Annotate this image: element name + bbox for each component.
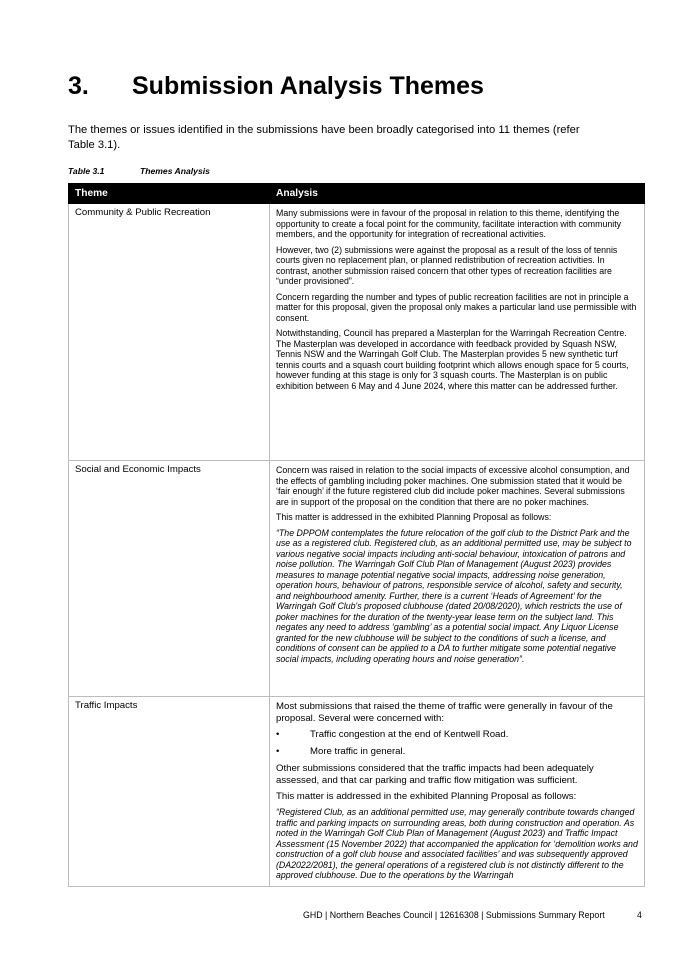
- bullet-icon: •: [276, 746, 280, 757]
- analysis-paragraph: Concern regarding the number and types of public recreation facilities are not in principle a matter for this proposal, given the proposal only makes a particular land use permissible with consent.: [276, 291, 637, 323]
- section-title: Submission Analysis Themes: [132, 72, 484, 100]
- theme-cell: Social and Economic Impacts: [69, 461, 270, 697]
- analysis-paragraph: This matter is addressed in the exhibited Planning Proposal as follows:: [276, 791, 577, 802]
- section-heading: [68, 72, 484, 101]
- header-theme: Theme: [69, 184, 270, 204]
- analysis-paragraph: Concern was raised in relation to the social impacts of excessive alcohol consumption, and the effects of gambling including poker machines. One submission stated that it would be ‘fair enough’ if the future registered club did include poker machines. Several submissions are in support of the proposal on the condition that there are no poker machines.: [276, 465, 630, 507]
- analysis-cell: [270, 204, 645, 461]
- quoted-excerpt: “The DPPOM contemplates the future relocation of the golf club to the District Park and the use as a registered club. Registered club, as an additional permitted use, may be subject to various negative social impacts including anti-social behaviour, intoxication of patrons and noise pollution. The Warringah Golf Club Plan of Management (August 2023) provides measures to manage potential negative social impacts, addressing noise generation, operation hours, behaviour of patrons, responsible service of alcohol, safety and security, and neighbourhood amenity. Further, there is a current ‘Heads of Agreement’ for the Warringah Golf Club's proposed clubhouse (dated 20/08/2020), which restricts the use of poker machines for the duration of the twenty-year lease term on the subject land. This negates any need to address ‘gambling’ as a potential social impact. Any Liquor License granted for the new clubhouse will be subject to the conditions of such a license, and conditions of consent can be applied to a DA to further mitigate some potential negative social impacts, including operating hours and noise generation”.: [276, 527, 632, 664]
- table-caption: [68, 166, 210, 176]
- bullet-text: More traffic in general.: [310, 746, 406, 757]
- bullet-text: Traffic congestion at the end of Kentwell Road.: [310, 729, 509, 740]
- bullet-item: [276, 729, 638, 741]
- bullet-icon: •: [276, 729, 280, 740]
- theme-cell: Traffic Impacts: [69, 697, 270, 887]
- table-row: [69, 461, 645, 697]
- analysis-paragraph: Other submissions considered that the traffic impacts had been adequately assessed, and that car parking and traffic flow mitigation was sufficient.: [276, 763, 594, 786]
- analysis-cell: [270, 697, 645, 887]
- analysis-paragraph: This matter is addressed in the exhibited Planning Proposal as follows:: [276, 512, 552, 522]
- header-analysis: Analysis: [270, 184, 645, 204]
- table-header-row: [69, 184, 645, 204]
- quoted-excerpt: “Registered Club, as an additional permitted use, may generally contribute towards changed traffic and parking impacts on surrounding areas, both during construction and operation. As noted in the Warringah Golf Club Plan of Management (August 2023) and Traffic Impact Assessment (15 November 2022) that accompanied the application for ‘demolition works and construction of a golf club house and associated facilities’ and was subsequently approved (DA2022/2081), the general operations of a registered club is not distinctly different to the approved clubhouse. Due to the operations by the Warringah: [276, 807, 638, 880]
- page-number: 4: [637, 910, 642, 920]
- table-row: [69, 697, 645, 887]
- table-caption-label: Table 3.1: [68, 166, 105, 176]
- analysis-paragraph: Most submissions that raised the theme of traffic were generally in favour of the proposal. Several were concerned with:: [276, 701, 613, 724]
- analysis-paragraph: However, two (2) submissions were against the proposal as a result of the loss of tennis courts given no replacement plan, or planned redistribution of recreation activities. In contrast, another submission raised concern that other types of recreation facilities are “under provisioned”.: [276, 244, 618, 286]
- bullet-item: [276, 746, 638, 758]
- table-caption-title: Themes Analysis: [140, 166, 210, 176]
- themes-table: [68, 183, 645, 887]
- analysis-paragraph: Many submissions were in favour of the proposal in relation to this theme, identifying the opportunity to create a focal point for the community, facilitate interaction with community members, and the opportunity for integration of recreational activities.: [276, 208, 622, 239]
- intro-paragraph: The themes or issues identified in the submissions have been broadly categorised into 11 themes (refer Table 3.1).: [68, 124, 580, 151]
- table-row: [69, 204, 645, 461]
- analysis-cell: [270, 461, 645, 697]
- theme-cell: Community & Public Recreation: [69, 204, 270, 461]
- analysis-paragraph: Notwithstanding, Council has prepared a Masterplan for the Warringah Recreation Centre. The Masterplan was developed in accordance with feedback provided by Squash NSW, Tennis NSW and the Warringah Golf Club. The Masterplan provides 5 new synthetic turf tennis courts and a squash court building footprint which allows enough space for 5 courts, however funding at this stage is only for 3 squash courts. The Masterplan is on public exhibition between 6 May and 4 June 2024, where this matter can be addressed further.: [276, 328, 629, 391]
- section-number: 3.: [68, 72, 89, 100]
- page-footer: GHD | Northern Beaches Council | 12616308 | Submissions Summary Report: [303, 910, 605, 920]
